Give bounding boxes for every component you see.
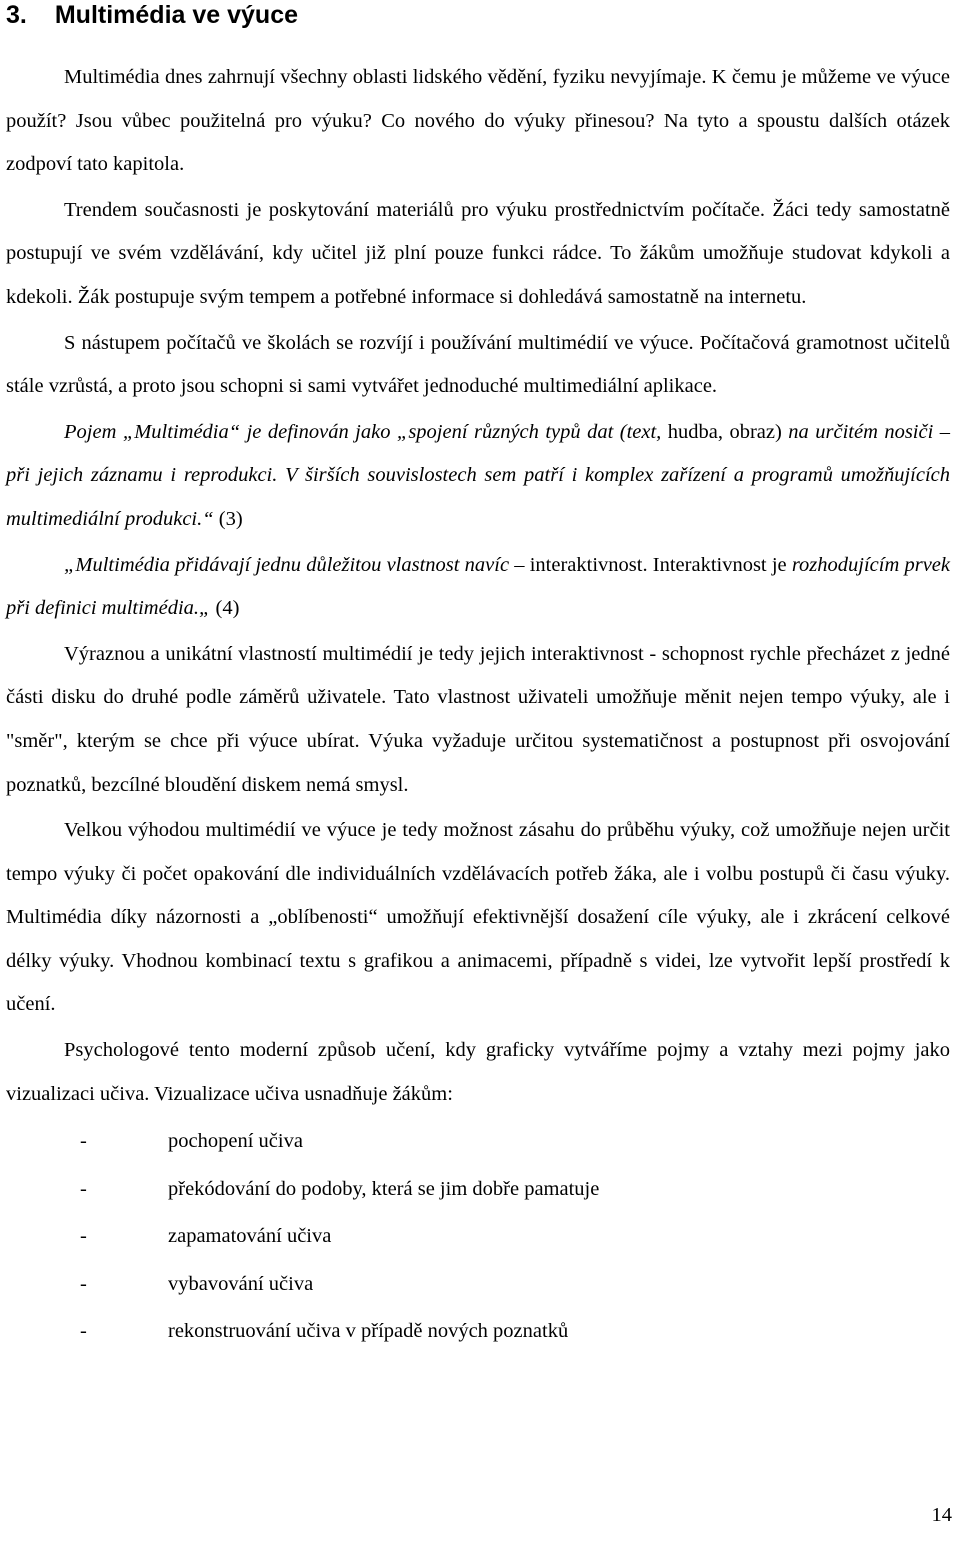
list-item-text: zapamatování učiva [168,1225,332,1248]
text-run: Velkou výhodou multimédií ve výuce je tedy možnost zásahu do průběhu výuky, což umožňuje nejen určit tempo výuky či počet opakování dle individuálních vzdělávacích potřeb žáka, ale i volbu postupů či času výuky. Multimédia díky názornosti a „oblíbenosti“ umožňují efektivnější dosažení cíle výuky, ale i zkrácení celkové délky výuky. Vhodnou kombinací textu s grafikou a animacemi, případně s videi, lze vytvořit lepší prostředí k učení. [6,819,950,1016]
list-dash: - [80,1177,87,1200]
paragraph [6,633,950,807]
text-run: (4) [210,597,240,620]
list-item [6,1261,950,1309]
text-run: (3) [213,507,243,530]
list-item [6,1118,950,1166]
text-run: hudba, obraz) [667,420,782,443]
body-text [6,56,950,1356]
italic-text: rozhodujícím prvek při definici multimédia.„ [6,553,950,620]
text-run: Multimédia dnes zahrnují všechny oblasti lidského vědění, fyziku nevyjímaje. K čemu je můžeme ve výuce použít? Jsou vůbec použitelná pro výuku? Co nového do výuky přinesou? Na tyto a spoustu dalších otázek zodpoví tato kapitola. [6,66,950,176]
text-run: S nástupem počítačů ve školách se rozvíjí i používání multimédií ve výuce. Počítačová gramotnost učitelů stále vzrůstá, a proto jsou schopni si sami vytvářet jednoduché multimediální aplikace. [6,331,950,398]
paragraphs [6,56,950,1116]
paragraph [6,411,950,542]
bullet-list [6,1118,950,1356]
section-heading [6,0,950,30]
section-title: Multimédia ve výuce [54,1,299,29]
italic-text: na určitém nosiči – při jejich záznamu i reprodukci. V širších souvislostech sem patří i komplex zařízení a programů umožňujících multimediální produkci.“ [6,420,951,530]
paragraph [6,322,950,409]
text-run: Trendem současnosti je poskytování materiálů pro výuku prostřednictvím počítače. Žáci tedy samostatně postupují ve svém vzdělávání, kdy učitel již plní pouze funkci rádce. To žákům umožňuje studovat kdykoli a kdekoli. Žák postupuje svým tempem a potřebné informace si dohledává samostatně na internetu. [6,198,950,308]
italic-text: Pojem „Multimédia“ je definován jako „spojení různých typů dat (text, [64,420,668,443]
paragraph [6,56,950,187]
text-run: interaktivnost. Interaktivnost je [524,553,792,576]
list-item-text: vybavování učiva [168,1272,314,1295]
document-page [6,0,950,1356]
paragraph [6,809,950,1027]
text-run: Psychologové tento moderní způsob učení, kdy graficky vytváříme pojmy a vztahy mezi pojmy jako vizualizaci učiva. Vizualizace učiva usnadňuje žákům: [6,1039,950,1105]
list-dash: - [80,1272,87,1295]
list-dash: - [80,1320,87,1343]
list-item [6,1213,950,1261]
list-dash: - [80,1130,87,1153]
italic-text: „Multimédia přidávají jednu důležitou vlastnost navíc – [64,553,525,576]
paragraph [6,1029,950,1116]
list-dash: - [80,1225,87,1248]
list-item-text: překódování do podoby, která se jim dobře pamatuje [168,1177,600,1200]
list-item-text: pochopení učiva [168,1130,303,1153]
section-number: 3. [6,1,27,29]
list-item [6,1166,950,1214]
list-item-text: rekonstruování učiva v případě nových poznatků [168,1320,569,1343]
text-run: Výraznou a unikátní vlastností multimédií je tedy jejich interaktivnost - schopnost rychle přecházet z jedné části disku do druhé podle záměrů uživatele. Tato vlastnost uživateli umožňuje měnit nejen tempo výuky, ale i "směr", kterým se chce při výuce ubírat. Výuka vyžaduje určitou systematičnost a postupnost při osvojování poznatků, bezcílné bloudění diskem nemá smysl. [6,642,950,796]
list-item [6,1308,950,1356]
page-number: 14 [931,1504,952,1526]
paragraph [6,544,950,631]
paragraph [6,189,950,320]
